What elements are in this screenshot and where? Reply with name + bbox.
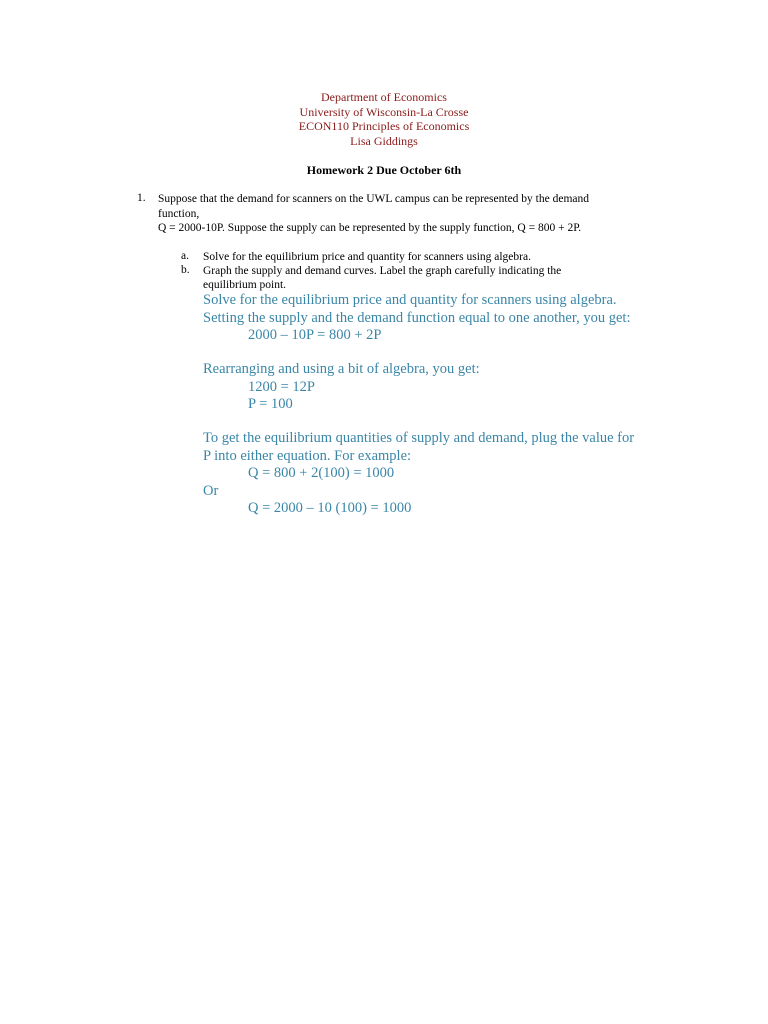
answer-block [203,292,683,345]
answer-step: Rearranging and using a bit of algebra, you get: [203,361,480,377]
answer-or: Or [203,482,219,499]
document-header [0,90,768,148]
part-a-line: Solve for the equilibrium price and quantity for scanners using algebra. [203,251,531,263]
part-a-label: a. [181,250,189,262]
equation: P = 100 [248,396,293,412]
university-name: University of Wisconsin-La Crosse [299,104,469,119]
question-text [158,192,638,236]
equation: 1200 = 12P [248,378,315,395]
equation: Q = 800 + 2(100) = 1000 [248,465,395,481]
department-name: Department of Economics [321,90,447,104]
course-name: ECON110 Principles of Economics [298,119,470,133]
question-line: function, [158,207,200,220]
answer-step: P into either equation. For example: [203,447,412,464]
part-b-line: equilibrium point. [203,279,287,291]
instructor-name: Lisa Giddings [350,133,418,148]
homework-title: Homework 2 Due October 6th [306,163,462,177]
answer-heading: Solve for the equilibrium price and quantity for scanners using algebra. [203,292,617,308]
answer-step: Setting the supply and the demand function equal to one another, you get: [203,309,631,326]
part-b-line: Graph the supply and demand curves. Label the graph carefully indicating the [203,265,562,277]
equation: 2000 – 10P = 800 + 2P [248,327,382,343]
answer-block [203,430,683,518]
question-line: Q = 2000-10P. Suppose the supply can be represented by the supply function, Q = 800 + 2P. [158,222,582,234]
question-line: Suppose that the demand for scanners on the UWL campus can be represented by the demand [158,193,589,205]
part-a-text [203,250,643,264]
answer-step: To get the equilibrium quantities of supply and demand, plug the value for [203,430,635,446]
equation: Q = 2000 – 10 (100) = 1000 [248,500,412,516]
answer-block [203,361,683,414]
question-number: 1. [137,192,146,204]
part-b-label: b. [181,264,190,276]
part-b-text [203,264,643,292]
